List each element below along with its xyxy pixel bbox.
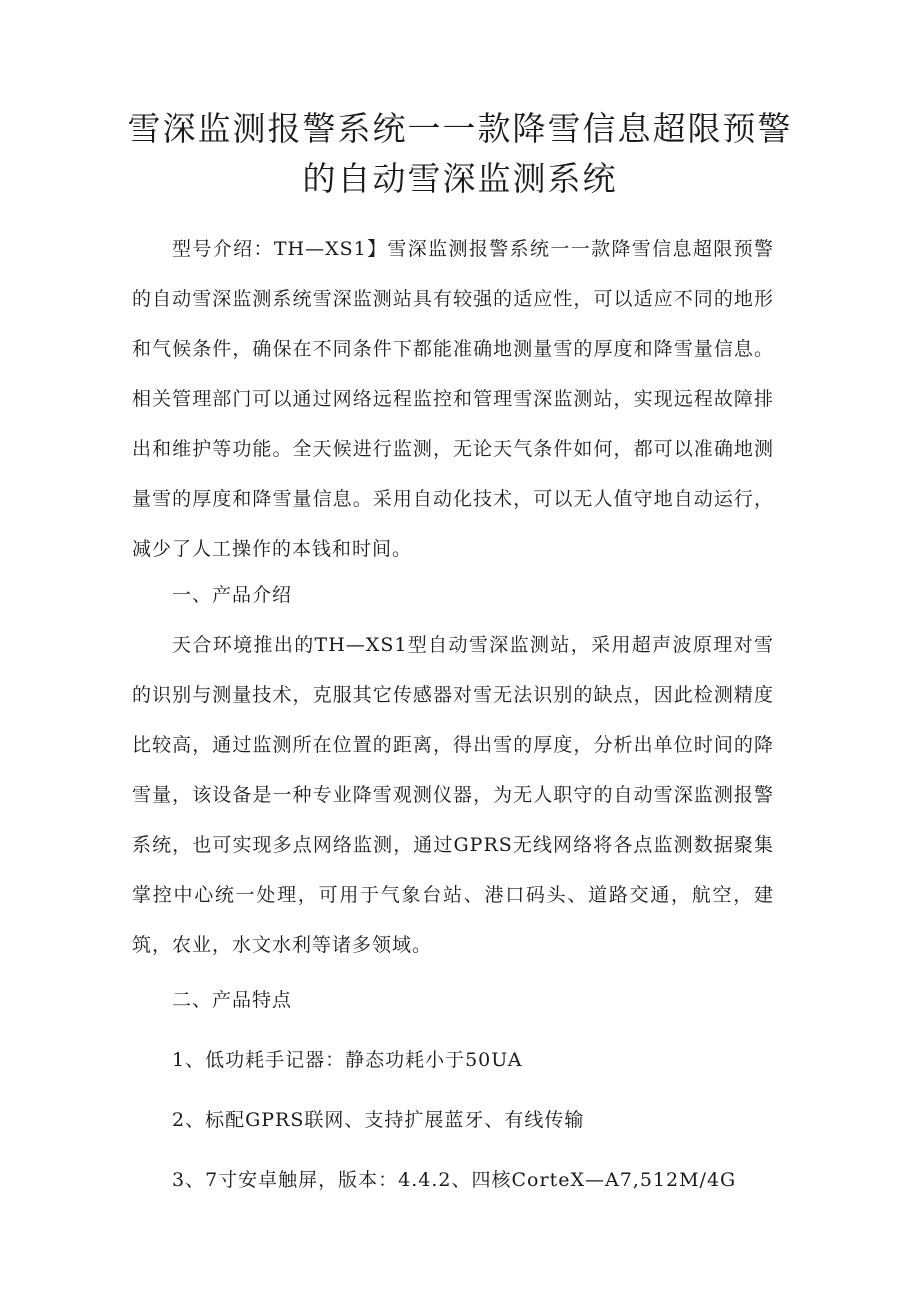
feature-item: 2、标配GPRS联网、支持扩展蓝牙、有线传输 xyxy=(172,1109,585,1131)
section-heading-product-intro: 一、产品介绍 xyxy=(172,584,293,606)
intro-paragraph: 型号介绍：TH—XS1】雪深监测报警系统一一款降雪信息超限预警的自动雪深监测系统雪深监测站具有较强的适应性，可以适应不同的地形和气候条件，确保在不同条件下都能准确地测量雪的厚度和降雪量信息。相关管理部门可以通过网络远程监控和管理雪深监测站，实现远程故障排出和维护等功能。全天候进行监测，无论天气条件如何，都可以准确地测量雪的厚度和降雪量信息。采用自动化技术，可以无人值守地自动运行，减少了人工操作的本钱和时间。 xyxy=(132,238,774,560)
feature-item: 3、7寸安卓触屏，版本：4.4.2、四核CorteX—A7,512M/4G xyxy=(172,1169,737,1191)
document-title: 雪深监测报警系统一一款降雪信息超限预警的自动雪深监测系统 xyxy=(127,109,793,198)
section-heading-product-features: 二、产品特点 xyxy=(172,989,293,1011)
product-intro-paragraph: 天合环境推出的TH—XS1型自动雪深监测站，采用超声波原理对雪的识别与测量技术，克服其它传感器对雪无法识别的缺点，因此检测精度比较高，通过监测所在位置的距离，得出雪的厚度，分析出单位时间的降雪量，该设备是一种专业降雪观测仪器，为无人职守的自动雪深监测报警系统，也可实现多点网络监测，通过GPRS无线网络将各点监测数据聚集掌控中心统一处理，可用于气象台站、港口码头、道路交通，航空，建筑，农业，水文水利等诸多领域。 xyxy=(132,634,774,956)
feature-item: 1、低功耗手记器：静态功耗小于50UA xyxy=(172,1049,523,1071)
